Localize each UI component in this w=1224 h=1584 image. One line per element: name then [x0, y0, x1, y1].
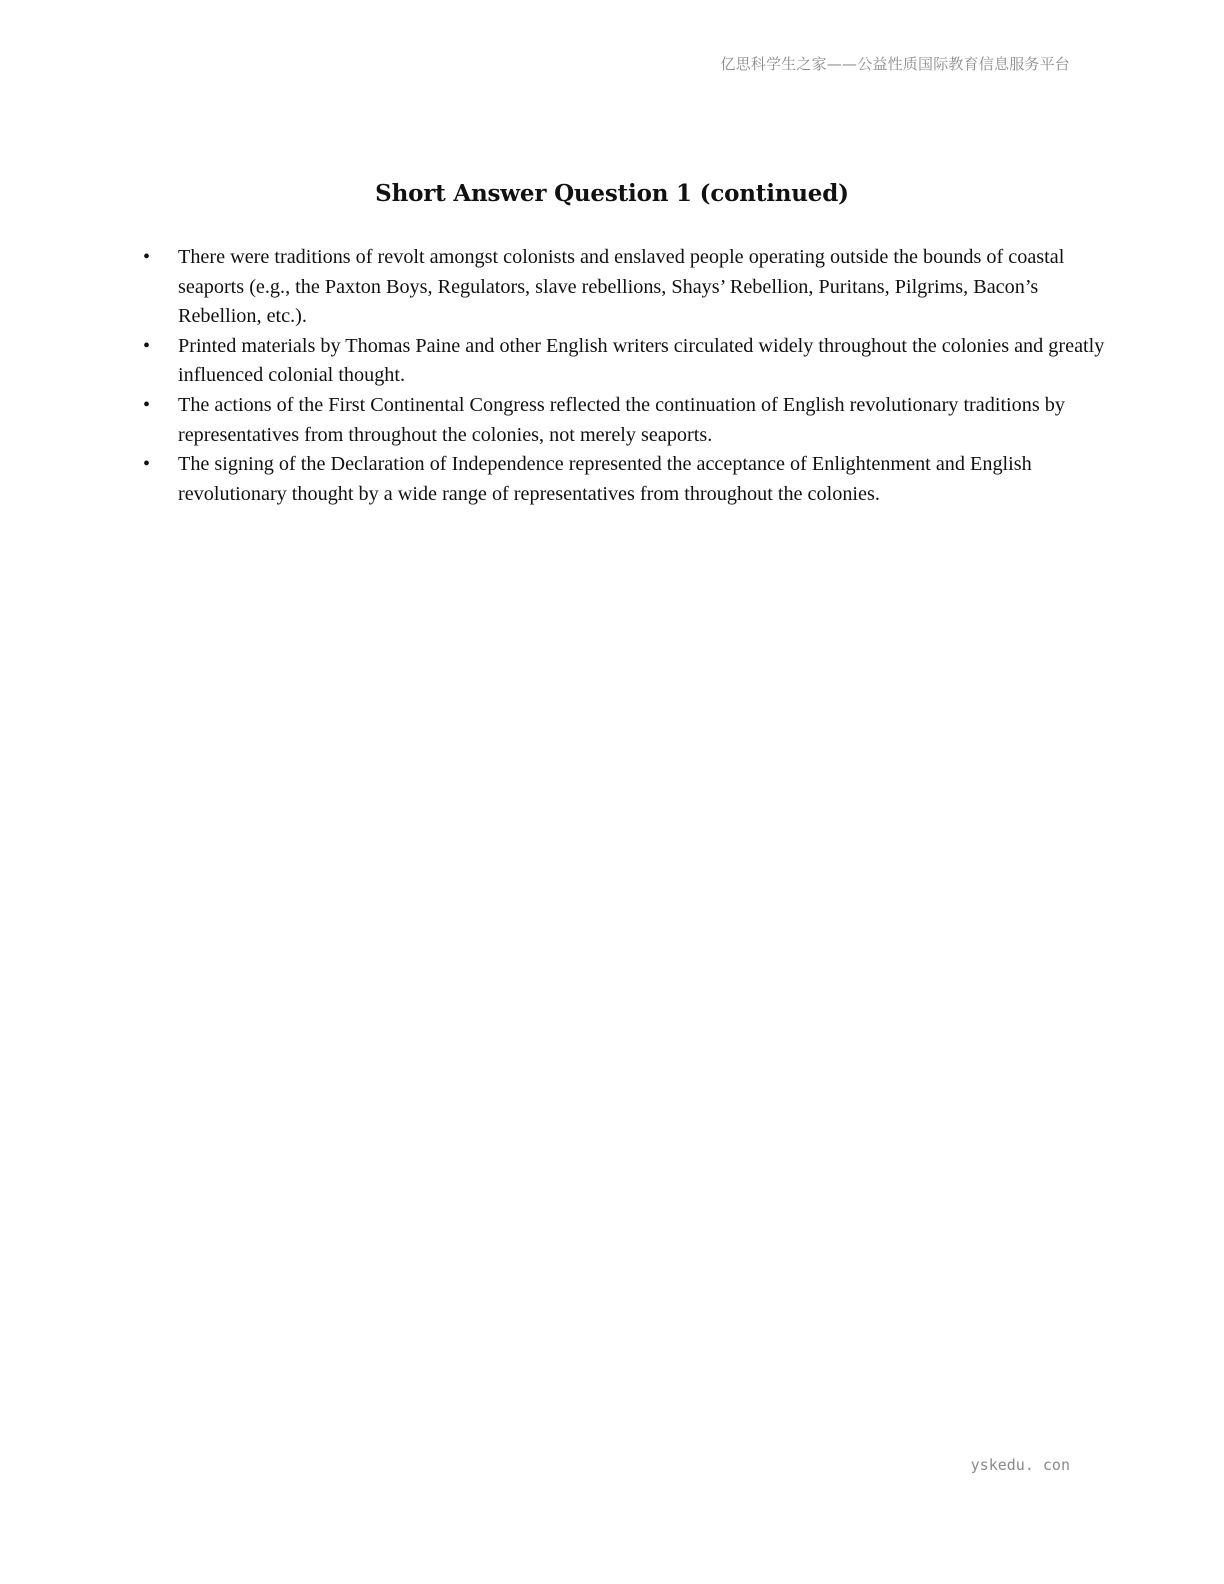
list-item	[142, 243, 1112, 332]
list-item-text: Printed materials by Thomas Paine and other English writers circulated widely throughout the colonies and greatly influenced colonial thought.	[178, 334, 1105, 387]
list-item	[142, 450, 1112, 509]
list-item	[142, 391, 1112, 450]
list-item	[142, 332, 1112, 391]
bullet-icon: •	[143, 393, 151, 416]
list-item-text: The signing of the Declaration of Independence represented the acceptance of Enlightenment and English revolutionary thought by a wide range of representatives from throughout the colonies.	[178, 453, 1032, 505]
footer-watermark: yskedu. con	[970, 1456, 1070, 1474]
bullet-icon: •	[143, 453, 151, 476]
list-item-text: There were traditions of revolt amongst colonists and enslaved people operating outside the bounds of coastal seaports (e.g., the Paxton Boys, Regulators, slave rebellions, Shays’ Rebellion, Puritans, Pilgrims, Bacon’s Rebellion, etc.).	[178, 246, 1065, 328]
bullet-list	[142, 243, 1112, 509]
bullet-icon: •	[143, 334, 151, 357]
header-watermark: 亿思科学生之家——公益性质国际教育信息服务平台	[720, 55, 1070, 73]
page-title: Short Answer Question 1 (continued)	[375, 180, 849, 207]
list-item-text: The actions of the First Continental Congress reflected the continuation of English revolutionary traditions by representatives from throughout the colonies, not merely seaports.	[178, 393, 1065, 446]
bullet-icon: •	[143, 246, 151, 268]
